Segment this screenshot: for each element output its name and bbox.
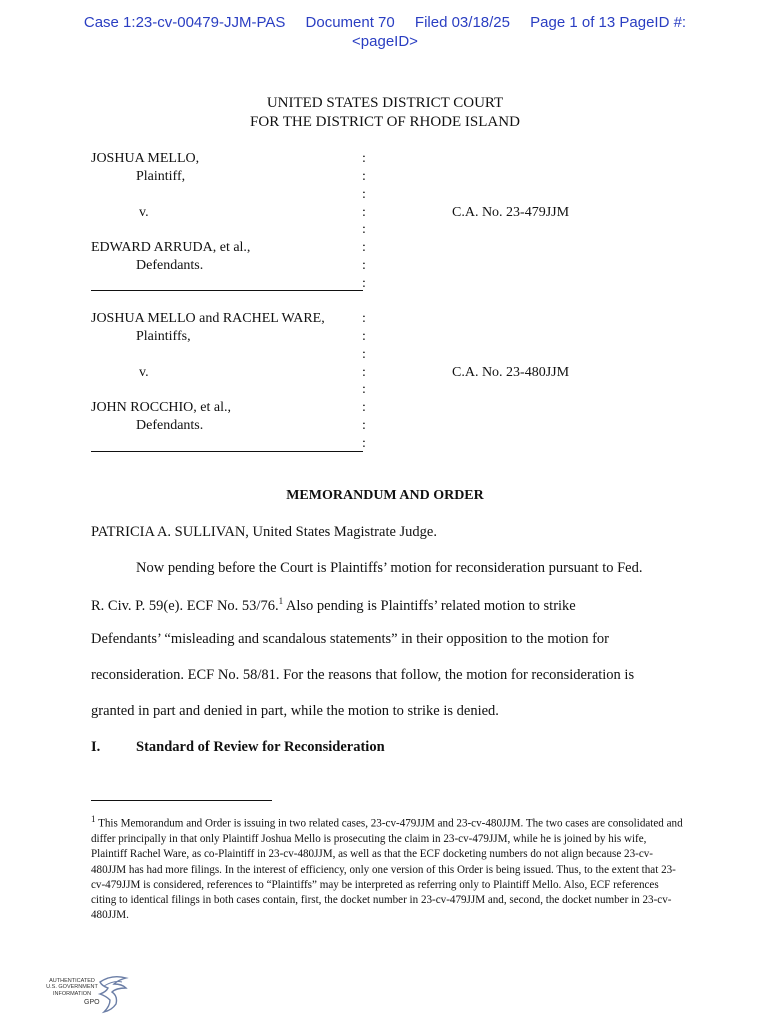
- body-line: granted in part and denied in part, while the motion to strike is denied.: [91, 703, 499, 719]
- page-id: <pageID>: [352, 33, 418, 50]
- body-text: R. Civ. P. 59(e). ECF No. 53/76.: [91, 597, 279, 614]
- caption-colon: :: [362, 187, 366, 202]
- document-title: MEMORANDUM AND ORDER: [286, 488, 484, 503]
- eagle-icon: [96, 974, 130, 1014]
- section-heading: Standard of Review for Reconsideration: [136, 739, 385, 755]
- caption-rule: [91, 451, 363, 452]
- plaintiff-role: Plaintiffs,: [136, 329, 191, 344]
- footnote: [91, 812, 683, 924]
- caption-colon: :: [362, 258, 366, 273]
- body-line: reconsideration. ECF No. 58/81. For the reasons that follow, the motion for reconsideration is: [91, 667, 635, 683]
- caption-colon: :: [362, 311, 366, 326]
- caption-colon: :: [362, 329, 366, 344]
- filed-date: Filed 03/18/25: [414, 14, 510, 31]
- footnote-rule: [91, 800, 272, 801]
- document-number: Document 70: [305, 14, 395, 31]
- gpo-logo-line: INFORMATION: [52, 990, 92, 997]
- caption-colon: :: [362, 418, 366, 433]
- footnote-reference[interactable]: 1: [278, 596, 284, 606]
- caption-colon: :: [362, 205, 366, 220]
- caption-colon: :: [362, 151, 366, 166]
- filing-header: [0, 13, 770, 51]
- footnote-number: 1: [91, 814, 96, 824]
- gpo-name: GPO: [84, 999, 100, 1006]
- judge-line: PATRICIA A. SULLIVAN, United States Magistrate Judge.: [91, 524, 437, 540]
- caption-colon: :: [362, 400, 366, 415]
- defendant-role: Defendants.: [136, 418, 204, 433]
- caption-colon: :: [362, 382, 366, 397]
- caption-colon: :: [362, 276, 366, 291]
- defendant-name: EDWARD ARRUDA, et al.,: [91, 240, 251, 255]
- gpo-authentication-logo: [44, 972, 134, 1014]
- case-number-label: C.A. No. 23-479JJM: [452, 205, 570, 220]
- body-line: Now pending before the Court is Plaintiffs’ motion for reconsideration pursuant to Fed.: [136, 560, 643, 576]
- versus: v.: [139, 365, 149, 380]
- caption-colon: :: [362, 169, 366, 184]
- body-text: Also pending is Plaintiffs’ related motion to strike: [283, 597, 576, 614]
- versus: v.: [139, 205, 149, 220]
- case-number: Case 1:23-cv-00479-JJM-PAS: [83, 14, 286, 31]
- defendant-role: Defendants.: [136, 258, 204, 273]
- caption-colon: :: [362, 240, 366, 255]
- gpo-logo-line: AUTHENTICATED: [49, 978, 95, 984]
- body-line: Defendants’ “misleading and scandalous statements” in their opposition to the motion for: [91, 631, 609, 647]
- caption-colon: :: [362, 365, 366, 380]
- caption-colon: :: [362, 347, 366, 362]
- defendant-name: JOHN ROCCHIO, et al.,: [91, 400, 231, 415]
- caption-colon: :: [362, 222, 366, 237]
- plaintiff-name: JOSHUA MELLO,: [91, 151, 200, 166]
- body-line: [91, 596, 576, 615]
- filing-header-line: [0, 13, 770, 32]
- court-district: FOR THE DISTRICT OF RHODE ISLAND: [250, 114, 520, 130]
- caption-colon: :: [362, 436, 366, 451]
- page-info: Page 1 of 13 PageID #:: [530, 14, 687, 31]
- gpo-logo-line: U.S. GOVERNMENT: [46, 984, 98, 991]
- case-number-label: C.A. No. 23-480JJM: [452, 365, 570, 380]
- section-number: I.: [91, 739, 101, 755]
- gpo-logo-text: [44, 978, 100, 997]
- plaintiff-role: Plaintiff,: [136, 169, 186, 184]
- plaintiff-name: JOSHUA MELLO and RACHEL WARE,: [91, 311, 325, 326]
- footnote-text: This Memorandum and Order is issuing in two related cases, 23-cv-479JJM and 23-cv-480JJM. The two cases are consolidated and differ principally in that only Plaintiff Joshua Mello is prosecuting the claim in 23-cv-479JJM, while he is joined by his wife, Plaintiff Rachel Ware, as co-Plaintiff in 23-cv-480JJM, as well as that the ECF docketing numbers do not align because 23-cv-480JJM has had more filings. In the interest of efficiency, only one version of this Order is being issued. Thus, to the extent that 23-cv-479JJM is considered, references to “Plaintiffs” may be interpreted as referring only to Plaintiff Mello. Also, ECF references citing to identical filings in both cases contain, first, the docket number in 23-cv-479JJM and, second, the docket number in 23-cv-480JJM.: [91, 817, 683, 922]
- court-name: UNITED STATES DISTRICT COURT: [266, 95, 504, 111]
- caption-rule: [91, 290, 363, 291]
